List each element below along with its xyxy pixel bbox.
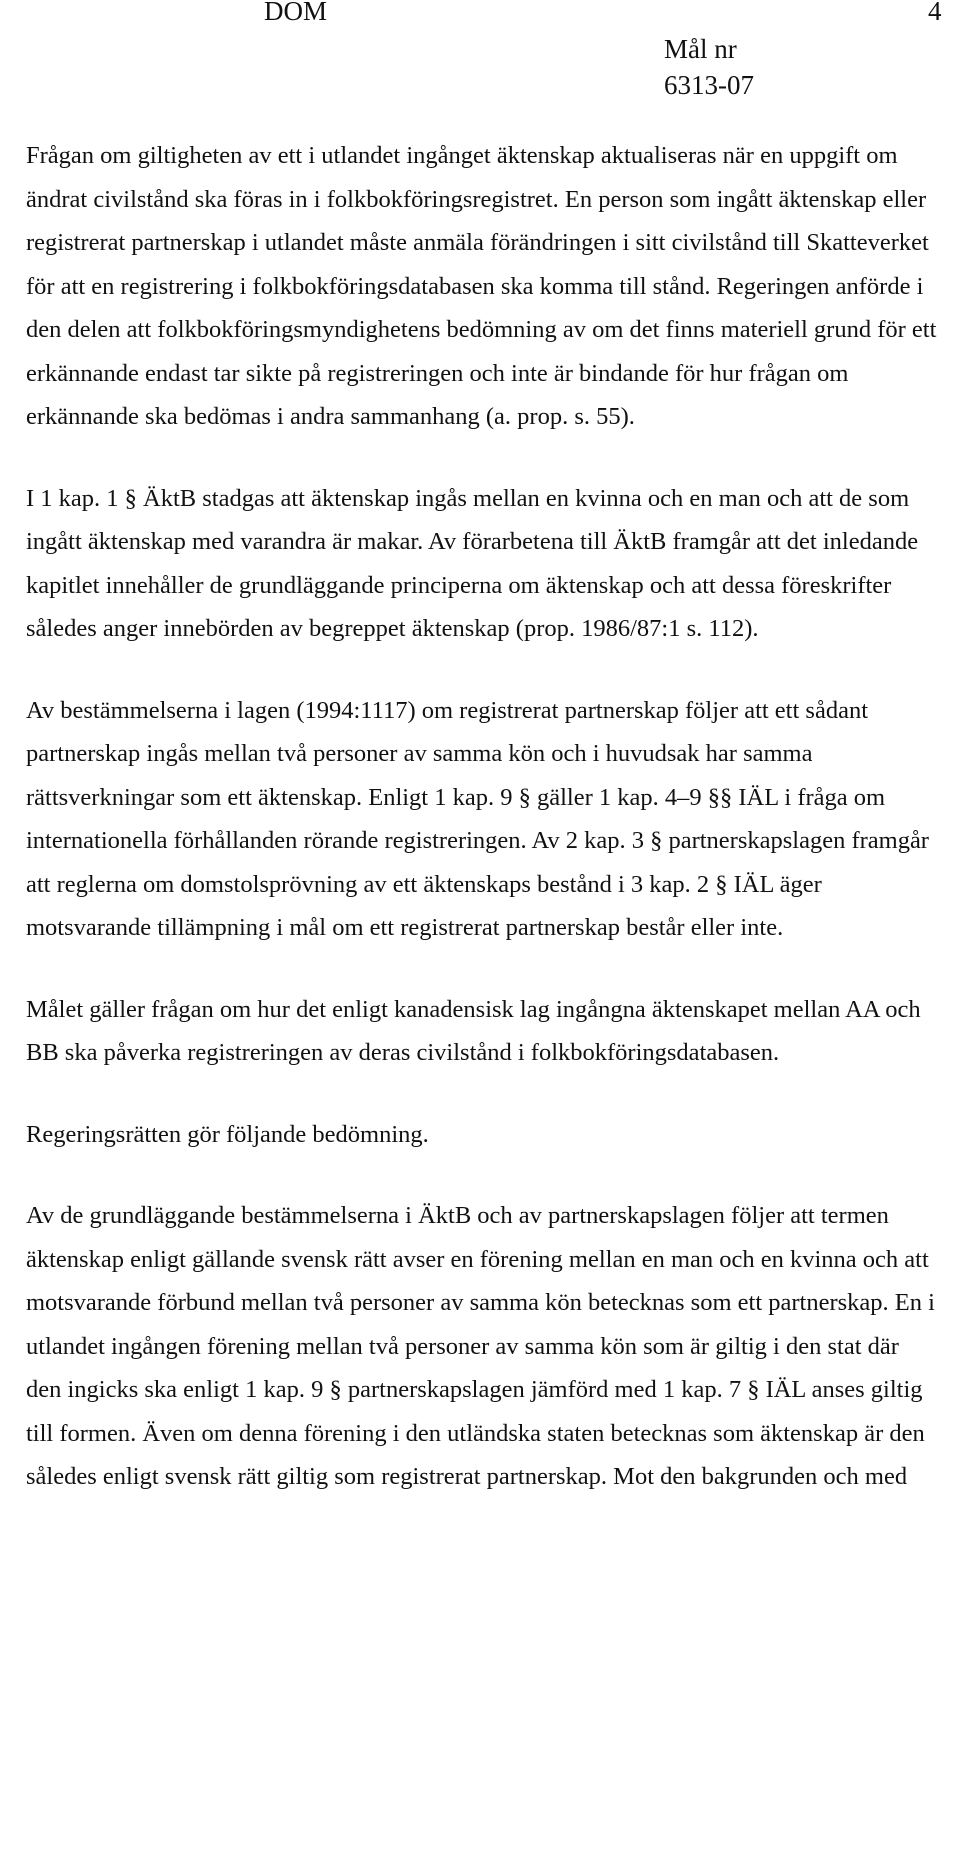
document-body bbox=[26, 134, 938, 1537]
paragraph: Frågan om giltigheten av ett i utlandet ingånget äktenskap aktualiseras när en uppgift om ändrat civilstånd ska föras in i folkbokföringsregistret. En person som ingått äktenskap eller registrerat partnerskap i utlandet måste anmäla förändringen i sitt civilstånd till Skatteverket för att en registrering i folkbokföringsdatabasen ska komma till stånd. Regeringen anförde i den delen att folkbokföringsmyndighetens bedömning av om det finns materiell grund för ett erkännande endast tar sikte på registreringen och inte är bindande för hur frågan om erkännande ska bedömas i andra sammanhang (a. prop. s. 55). bbox=[26, 142, 937, 430]
paragraph: Av bestämmelserna i lagen (1994:1117) om registrerat partnerskap följer att ett sådant partnerskap ingås mellan två personer av samma kön och i huvudsak har samma rättsverkningar som ett äktenskap. Enligt 1 kap. 9 § gäller 1 kap. 4–9 §§ IÄL i fråga om internationella förhållanden rörande registreringen. Av 2 kap. 3 § partnerskapslagen framgår att reglerna om domstolsprövning av ett äktenskaps bestånd i 3 kap. 2 § IÄL äger motsvarande tillämpning i mål om ett registrerat partnerskap består eller inte. bbox=[26, 696, 929, 941]
page-header bbox=[0, 0, 960, 110]
paragraph: Målet gäller frågan om hur det enligt kanadensisk lag ingångna äktenskapet mellan AA och BB ska påverka registreringen av deras civilstånd i folkbokföringsdatabasen. bbox=[26, 995, 921, 1066]
paragraph: Regeringsrätten gör följande bedömning. bbox=[26, 1120, 429, 1148]
document-type: DOM bbox=[264, 0, 328, 26]
paragraph: I 1 kap. 1 § ÄktB stadgas att äktenskap ingås mellan en kvinna och en man och att de som ingått äktenskap med varandra är makar. Av förarbetena till ÄktB framgår att det inledande kapitlet innehåller de grundläggande principerna om äktenskap och att dessa föreskrifter således anger innebörden av begreppet äktenskap (prop. 1986/87:1 s. 112). bbox=[26, 484, 919, 642]
page-number: 4 bbox=[928, 0, 942, 26]
case-number: 6313-07 bbox=[664, 70, 754, 100]
paragraph: Av de grundläggande bestämmelserna i ÄktB och av partnerskapslagen följer att termen äktenskap enligt gällande svensk rätt avser en förening mellan en man och en kvinna och att motsvarande förbund mellan två personer av samma kön betecknas som ett partnerskap. En i utlandet ingången förening mellan två personer av samma kön som är giltig i den stat där den ingicks ska enligt 1 kap. 9 § partnerskapslagen jämförd med 1 kap. 7 § IÄL anses giltig till formen. Även om denna förening i den utländska staten betecknas som äktenskap är den således enligt svensk rätt giltig som registrerat partnerskap. Mot den bakgrunden och med bbox=[26, 1202, 935, 1490]
case-number-label: Mål nr bbox=[664, 34, 737, 64]
